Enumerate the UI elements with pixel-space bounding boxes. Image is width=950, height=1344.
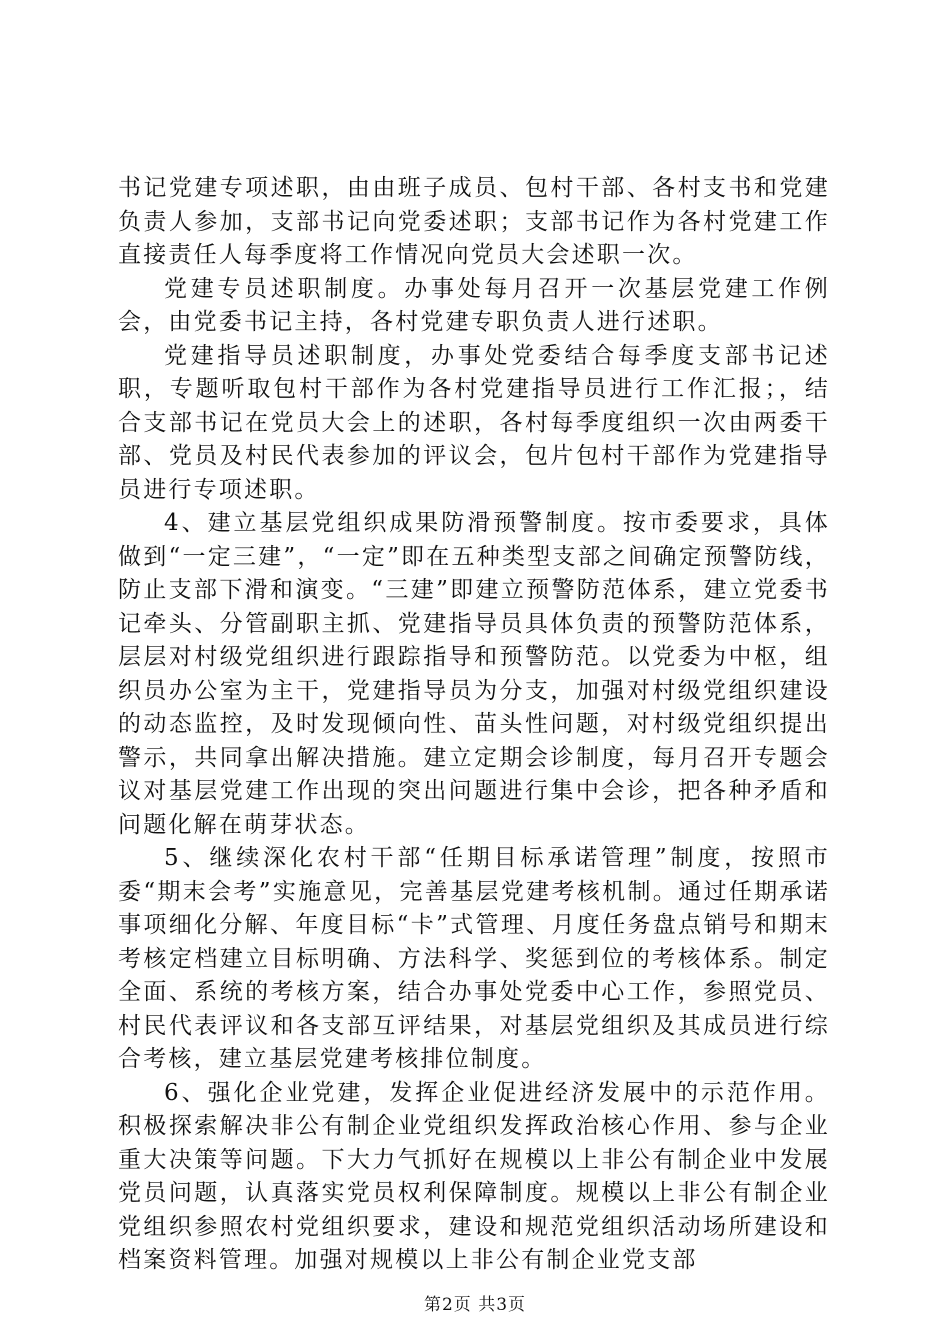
paragraph-party-specialist-report: 党建专员述职制度。办事处每月召开一次基层党建工作例会，由党委书记主持，各村党建专职负责人进行述职。	[118, 275, 830, 335]
paragraph-item-5: 5、继续深化农村干部“任期目标承诺管理”制度，按照市委“期末会考”实施意见，完善基层党建考核机制。通过任期承诺事项细化分解、年度目标“卡”式管理、月度任务盘点销号和期末考核定档建立目标明确、方法科学、奖惩到位的考核体系。制定全面、系统的考核方案，结合办事处党委中心工作，参照党员、村民代表评议和各支部互评结果，对基层党组织及其成员进行综合考核，建立基层党建考核排位制度。	[118, 845, 830, 1072]
paragraph-item-6: 6、强化企业党建，发挥企业促进经济发展中的示范作用。积极探索解决非公有制企业党组织发挥政治核心作用、参与企业重大决策等问题。下大力气抓好在规模以上非公有制企业中发展党员问题，认真落实党员权利保障制度。规模以上非公有制企业党组织参照农村党组织要求，建设和规范党组织活动场所建设和档案资料管理。加强对规模以上非公有制企业党支部	[118, 1079, 830, 1273]
paragraph-party-instructor-report: 党建指导员述职制度，办事处党委结合每季度支部书记述职，专题听取包村干部作为各村党建指导员进行工作汇报；，结合支部书记在党员大会上的述职，各村每季度组织一次由两委干部、党员及村民代表参加的评议会，包片包村干部作为党建指导员进行专项述职。	[118, 342, 830, 503]
page-number-footer: 第2页 共3页	[423, 1295, 527, 1315]
paragraph-item-4: 4、建立基层党组织成果防滑预警制度。按市委要求，具体做到“一定三建”，“一定”即在五种类型支部之间确定预警防线，防止支部下滑和演变。“三建”即建立预警防范体系，建立党委书记牵头、分管副职主抓、党建指导员具体负责的预警防范体系，层层对村级党组织进行跟踪指导和预警防范。以党委为中枢，组织员办公室为主干，党建指导员为分支，加强对村级党组织建设的动态监控，及时发现倾向性、苗头性问题，对村级党组织提出警示，共同拿出解决措施。建立定期会诊制度，每月召开专题会议对基层党建工作出现的突出问题进行集中会诊，把各种矛盾和问题化解在萌芽状态。	[118, 510, 830, 838]
document-body	[118, 172, 830, 1278]
paragraph-continued: 书记党建专项述职，由由班子成员、包村干部、各村支书和党建负责人参加，支部书记向党委述职；支部书记作为各村党建工作直接责任人每季度将工作情况向党员大会述职一次。	[118, 175, 830, 268]
